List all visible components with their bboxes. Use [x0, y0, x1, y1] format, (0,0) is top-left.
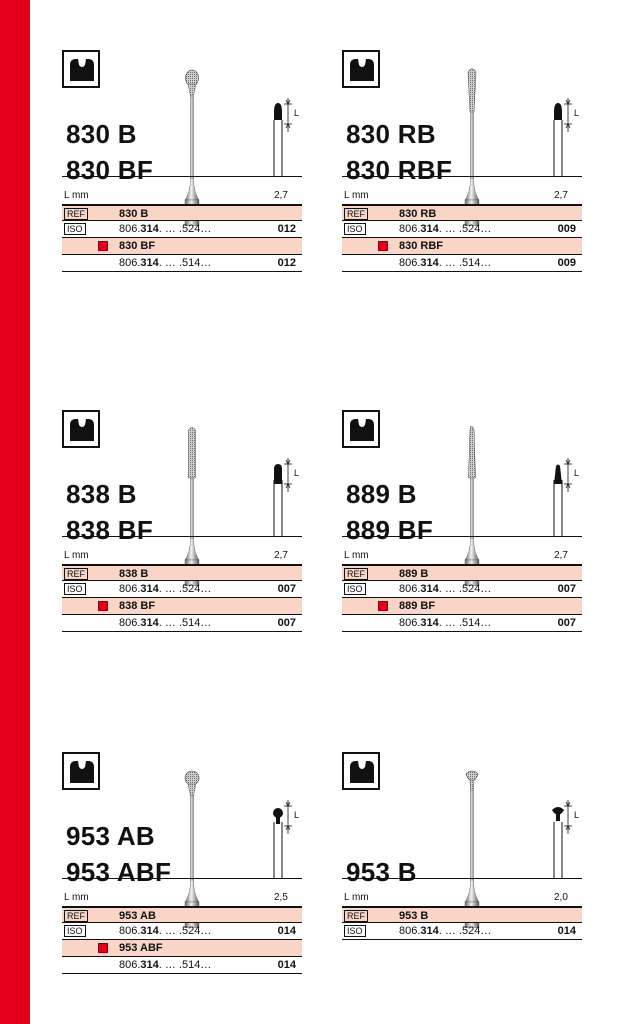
iso-row [342, 615, 582, 632]
ref-row [342, 204, 582, 221]
divider [62, 536, 302, 537]
length-label: L mm [64, 892, 89, 903]
product-code-secondary: 889 BF [346, 515, 434, 545]
ref-row [62, 906, 302, 923]
iso-shank-code: 314 [140, 583, 159, 595]
iso-part: 806. [119, 617, 141, 629]
iso-part: . … .524… [438, 925, 492, 937]
ref-number: 889 BF [399, 600, 436, 612]
ref-row [342, 238, 582, 255]
iso-row [62, 221, 302, 238]
product-card [62, 410, 302, 650]
iso-number [399, 925, 491, 937]
product-codes [66, 818, 171, 890]
product-code-primary: 830 B [66, 119, 137, 149]
iso-shank-code: 314 [140, 925, 159, 937]
iso-part: . … .524… [158, 583, 212, 595]
ref-number: 889 B [399, 568, 429, 580]
ref-number: 838 BF [119, 600, 156, 612]
ref-tag: REF [344, 208, 368, 220]
product-card [342, 410, 582, 650]
ref-tag: REF [64, 208, 88, 220]
ref-row [62, 238, 302, 255]
product-code-secondary: 830 BF [66, 155, 154, 185]
tooth-symbol-icon [342, 50, 380, 88]
iso-part: 806. [399, 583, 421, 595]
product-code-secondary: 830 RBF [346, 155, 453, 185]
ref-number: 830 BF [119, 240, 156, 252]
tooth-symbol-icon [342, 752, 380, 790]
iso-part: . … .524… [158, 223, 212, 235]
head-dimension-diagram-icon [542, 94, 582, 181]
iso-part: 806. [119, 223, 141, 235]
iso-part: . … .524… [438, 583, 492, 595]
ref-tag: REF [64, 910, 88, 922]
red-square-icon [98, 943, 108, 953]
length-label: L mm [64, 550, 89, 561]
iso-row [62, 957, 302, 974]
spec-table [342, 891, 582, 940]
length-row [342, 189, 582, 204]
product-codes [346, 476, 433, 548]
spec-table [62, 549, 302, 632]
ref-number: 953 ABF [119, 942, 163, 954]
red-side-bar [0, 0, 30, 1024]
iso-tag: ISO [64, 925, 86, 937]
length-label: L mm [344, 550, 369, 561]
size-value: 014 [277, 959, 296, 971]
tooth-symbol-icon [62, 752, 100, 790]
ref-row [342, 598, 582, 615]
iso-shank-code: 314 [140, 617, 159, 629]
product-codes [66, 476, 153, 548]
iso-number [399, 257, 491, 269]
iso-part: . … .514… [438, 257, 492, 269]
dimension-label: L [574, 468, 580, 478]
product-card [62, 50, 302, 290]
divider [342, 536, 582, 537]
tooth-symbol-icon [62, 50, 100, 88]
size-value: 007 [557, 583, 576, 595]
size-value: 007 [277, 617, 296, 629]
iso-row [342, 255, 582, 272]
iso-row [342, 581, 582, 598]
iso-shank-code: 314 [420, 583, 439, 595]
length-value: 2,5 [274, 892, 288, 903]
iso-number [399, 223, 491, 235]
divider [62, 878, 302, 879]
head-dimension-diagram-icon [262, 94, 302, 181]
size-value: 009 [557, 223, 576, 235]
iso-shank-code: 314 [140, 959, 159, 971]
spec-table [62, 891, 302, 974]
size-value: 014 [557, 925, 576, 937]
size-value: 009 [557, 257, 576, 269]
iso-row [342, 923, 582, 940]
size-value: 007 [557, 617, 576, 629]
product-card [342, 752, 582, 992]
ref-row [342, 564, 582, 581]
product-code-primary: 953 AB [66, 821, 155, 851]
iso-part: 806. [119, 257, 141, 269]
ref-number: 953 AB [119, 910, 156, 922]
tooth-symbol-icon [342, 410, 380, 448]
ref-tag: REF [64, 568, 88, 580]
divider [342, 878, 582, 879]
product-code-secondary: 953 ABF [66, 857, 172, 887]
iso-row [62, 581, 302, 598]
product-codes [66, 116, 153, 188]
iso-number [399, 617, 491, 629]
iso-number [119, 617, 211, 629]
iso-number [119, 223, 211, 235]
red-square-icon [378, 241, 388, 251]
length-row [62, 891, 302, 906]
product-card [62, 752, 302, 992]
iso-row [342, 221, 582, 238]
ref-row [342, 906, 582, 923]
divider [62, 176, 302, 177]
product-card [342, 50, 582, 290]
length-label: L mm [344, 892, 369, 903]
iso-row [62, 255, 302, 272]
iso-number [399, 583, 491, 595]
product-code-primary: 889 B [346, 479, 417, 509]
iso-part: 806. [119, 583, 141, 595]
length-row [62, 549, 302, 564]
red-square-icon [98, 601, 108, 611]
ref-row [62, 204, 302, 221]
iso-part: 806. [399, 617, 421, 629]
iso-row [62, 615, 302, 632]
iso-part: . … .524… [438, 223, 492, 235]
spec-table [342, 189, 582, 272]
iso-shank-code: 314 [420, 257, 439, 269]
iso-part: . … .514… [158, 257, 212, 269]
length-row [62, 189, 302, 204]
iso-part: 806. [119, 959, 141, 971]
size-value: 012 [277, 223, 296, 235]
ref-number: 953 B [399, 910, 429, 922]
product-codes [346, 818, 417, 890]
iso-shank-code: 314 [420, 925, 439, 937]
iso-part: 806. [119, 925, 141, 937]
ref-number: 830 B [119, 208, 149, 220]
iso-shank-code: 314 [420, 617, 439, 629]
head-dimension-diagram-icon [542, 454, 582, 541]
dimension-label: L [294, 468, 300, 478]
size-value: 012 [277, 257, 296, 269]
iso-shank-code: 314 [140, 223, 159, 235]
iso-part: . … .514… [158, 959, 212, 971]
iso-shank-code: 314 [420, 223, 439, 235]
product-codes [346, 116, 452, 188]
spec-table [62, 189, 302, 272]
iso-part: 806. [399, 925, 421, 937]
iso-number [119, 959, 211, 971]
tooth-symbol-icon [62, 410, 100, 448]
size-value: 014 [277, 925, 296, 937]
iso-number [119, 257, 211, 269]
ref-number: 830 RBF [399, 240, 444, 252]
product-code-secondary: 838 BF [66, 515, 154, 545]
iso-number [119, 925, 211, 937]
size-value: 007 [277, 583, 296, 595]
iso-part: 806. [399, 223, 421, 235]
ref-row [62, 940, 302, 957]
iso-part: . … .514… [158, 617, 212, 629]
spec-table [342, 549, 582, 632]
ref-tag: REF [344, 568, 368, 580]
head-dimension-diagram-icon [542, 796, 582, 883]
length-value: 2,0 [554, 892, 568, 903]
iso-tag: ISO [64, 223, 86, 235]
product-code-primary: 838 B [66, 479, 137, 509]
iso-part: . … .524… [158, 925, 212, 937]
length-value: 2,7 [554, 190, 568, 201]
length-value: 2,7 [274, 190, 288, 201]
red-square-icon [98, 241, 108, 251]
iso-number [119, 583, 211, 595]
ref-row [62, 564, 302, 581]
ref-number: 838 B [119, 568, 149, 580]
dimension-label: L [574, 810, 580, 820]
dimension-label: L [294, 810, 300, 820]
length-value: 2,7 [554, 550, 568, 561]
ref-number: 830 RB [399, 208, 437, 220]
iso-tag: ISO [344, 925, 366, 937]
iso-tag: ISO [64, 583, 86, 595]
dimension-label: L [294, 108, 300, 118]
head-dimension-diagram-icon [262, 796, 302, 883]
product-code-primary [346, 818, 417, 854]
length-value: 2,7 [274, 550, 288, 561]
ref-tag: REF [344, 910, 368, 922]
product-code-secondary: 953 B [346, 857, 417, 887]
iso-tag: ISO [344, 223, 366, 235]
iso-tag: ISO [344, 583, 366, 595]
iso-row [62, 923, 302, 940]
product-code-primary: 830 RB [346, 119, 436, 149]
divider [342, 176, 582, 177]
length-row [342, 891, 582, 906]
red-square-icon [378, 601, 388, 611]
length-row [342, 549, 582, 564]
iso-shank-code: 314 [140, 257, 159, 269]
head-dimension-diagram-icon [262, 454, 302, 541]
dimension-label: L [574, 108, 580, 118]
length-label: L mm [344, 190, 369, 201]
ref-row [62, 598, 302, 615]
iso-part: 806. [399, 257, 421, 269]
length-label: L mm [64, 190, 89, 201]
iso-part: . … .514… [438, 617, 492, 629]
